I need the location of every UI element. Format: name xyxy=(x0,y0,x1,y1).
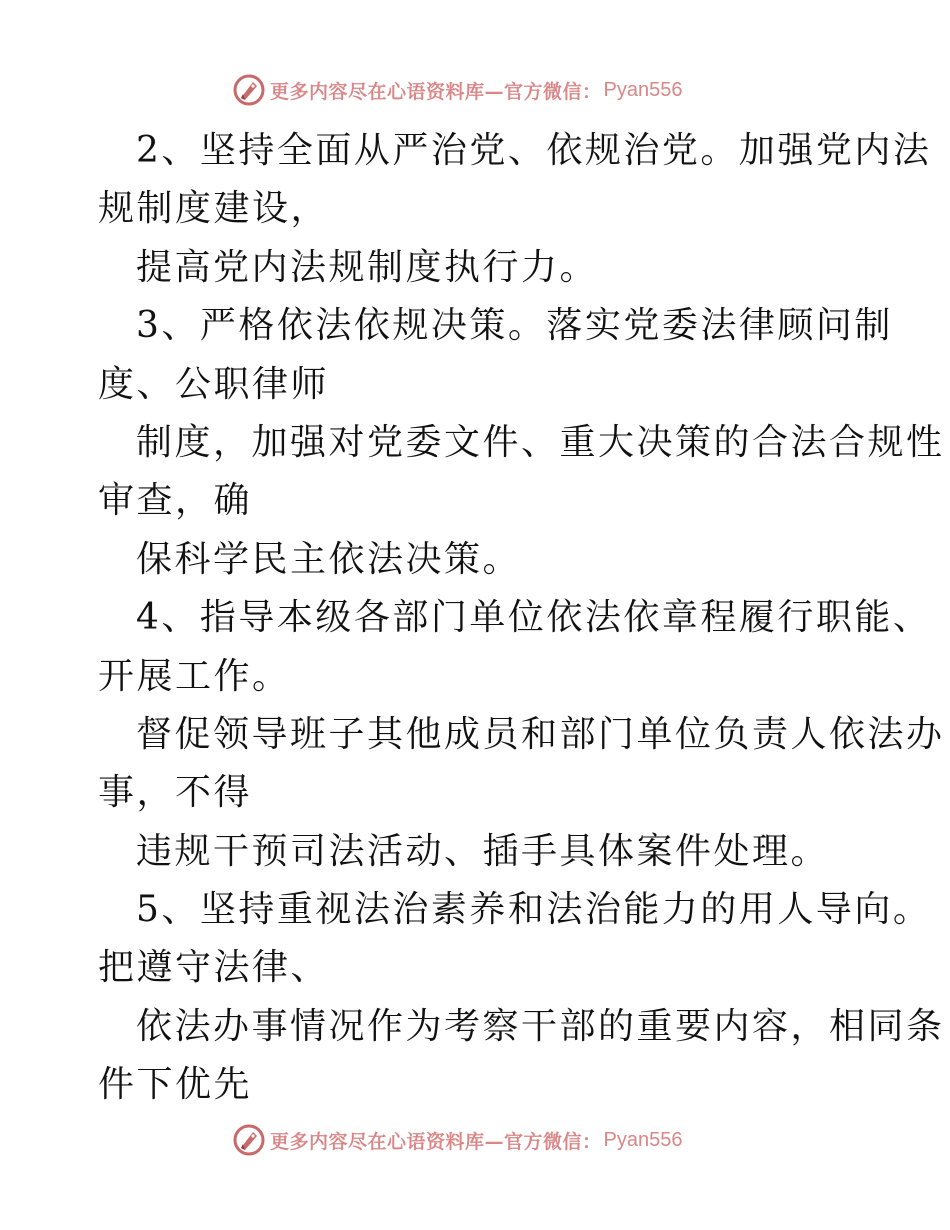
document-body xyxy=(98,122,945,1115)
footer-banner-text: 更多内容尽在心语资料库—官方微信： xyxy=(270,1130,602,1153)
text-line: 件下优先 xyxy=(98,1064,253,1106)
header-banner xyxy=(232,72,712,108)
text-line: 5、坚持重视法治素养和法治能力的用人导向。 xyxy=(136,889,932,931)
header-banner-id: Pyan556 xyxy=(603,78,683,101)
text-line: 4、指导本级各部门单位依法依章程履行职能、 xyxy=(136,597,932,639)
text-line: 把遵守法律、 xyxy=(98,947,330,989)
text-line: 3、严格依法依规决策。落实党委法律顾问制 xyxy=(136,305,893,347)
footer-banner xyxy=(232,1122,712,1158)
text-line: 督促领导班子其他成员和部门单位负责人依法办 xyxy=(136,713,945,755)
pen-nib-logo-icon xyxy=(232,1123,266,1157)
text-line: 违规干预司法活动、插手具体案件处理。 xyxy=(136,830,830,872)
text-line: 提高党内法规制度执行力。 xyxy=(136,246,599,288)
footer-banner-id: Pyan556 xyxy=(603,1128,683,1151)
text-line: 依法办事情况作为考察干部的重要内容，相同条 xyxy=(136,1005,945,1047)
text-line: 制度，加强对党委文件、重大决策的合法合规性 xyxy=(136,421,945,463)
text-line: 保科学民主依法决策。 xyxy=(136,538,522,580)
text-line: 审查，确 xyxy=(98,480,253,522)
text-line: 2、坚持全面从严治党、依规治党。加强党内法 xyxy=(136,130,932,171)
header-banner-text: 更多内容尽在心语资料库—官方微信： xyxy=(270,80,602,103)
text-line: 规制度建设， xyxy=(98,188,330,230)
text-line: 开展工作。 xyxy=(98,655,291,697)
pen-nib-logo-icon xyxy=(232,73,266,107)
text-line: 事，不得 xyxy=(98,772,253,814)
text-line: 度、公职律师 xyxy=(98,363,330,405)
